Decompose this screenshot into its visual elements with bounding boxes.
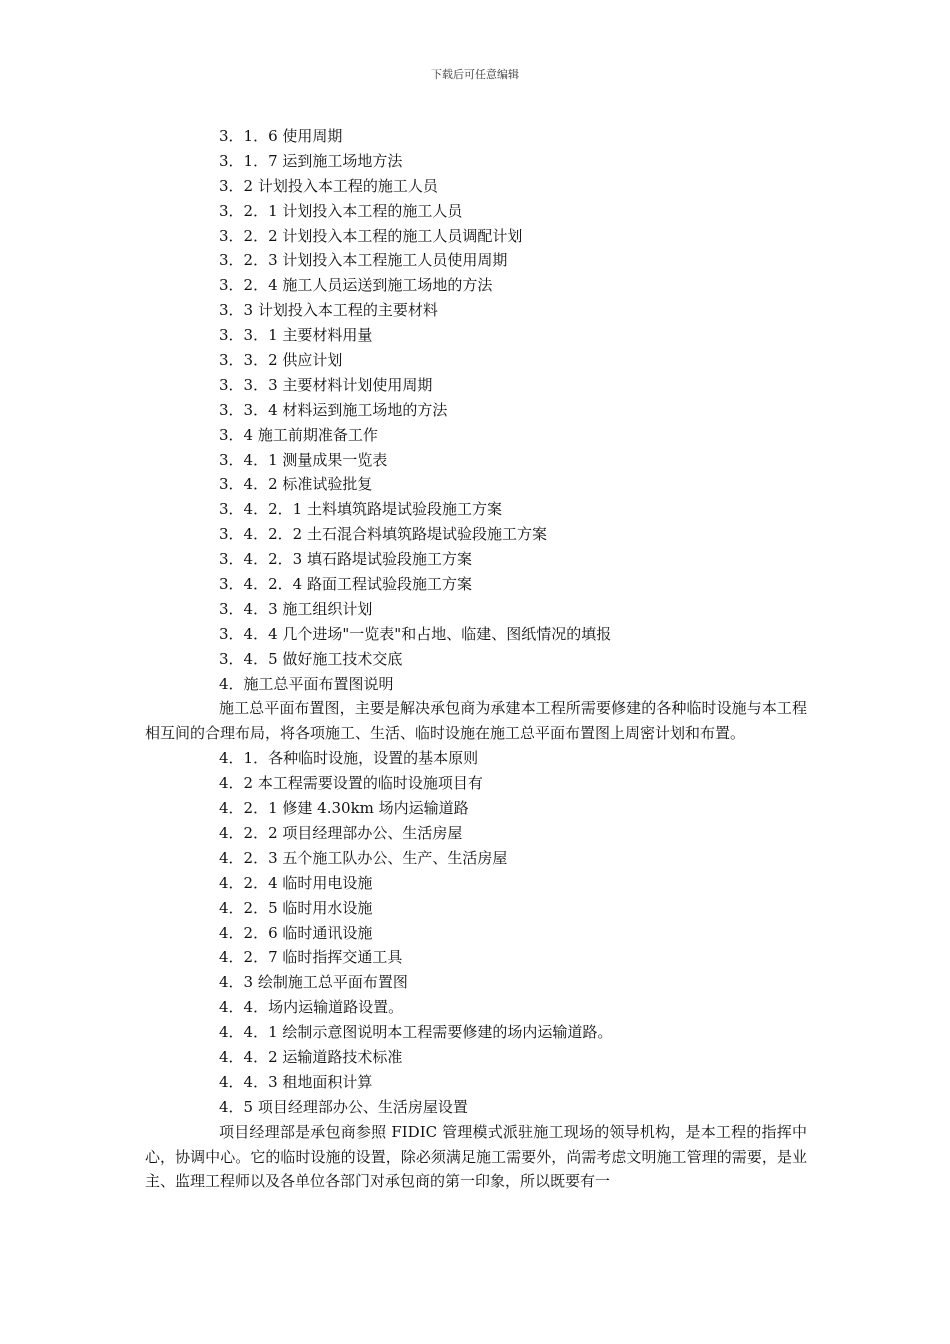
outline-list-section-4 <box>145 746 807 1119</box>
outline-line: 3．3．2 供应计划 <box>219 351 343 370</box>
outline-line: 4．2 本工程需要设置的临时设施项目有 <box>219 774 483 793</box>
outline-line: 4．2．2 项目经理部办公、生活房屋 <box>219 823 463 842</box>
outline-line: 4．2．6 临时通讯设施 <box>219 923 373 942</box>
outline-line: 3．4．5 做好施工技术交底 <box>219 649 403 668</box>
outline-line: 3．2 计划投入本工程的施工人员 <box>219 176 438 195</box>
outline-line: 3．2．3 计划投入本工程施工人员使用周期 <box>219 251 508 270</box>
paragraph-project-office: 项目经理部是承包商参照 FIDIC 管理模式派驻施工现场的领导机构，是本工程的指挥中心，协调中心。它的临时设施的设置，除必须满足施工需要外，尚需考虑文明施工管理的需要，是业主、监理工程师以及各单位各部门对承包商的第一印象，所以既要有一 <box>145 1122 807 1191</box>
outline-line: 3．2．1 计划投入本工程的施工人员 <box>219 201 463 220</box>
document-body <box>145 124 807 1194</box>
outline-line: 4．5 项目经理部办公、生活房屋设置 <box>219 1097 468 1116</box>
outline-line: 3．4．2．3 填石路堤试验段施工方案 <box>219 550 472 569</box>
outline-line: 3．4．2 标准试验批复 <box>219 475 373 494</box>
outline-line: 3．2．2 计划投入本工程的施工人员调配计划 <box>219 226 523 245</box>
outline-line: 3．4．2．4 路面工程试验段施工方案 <box>219 575 472 594</box>
outline-line: 4．2．7 临时指挥交通工具 <box>219 948 403 967</box>
outline-line: 3．1．6 使用周期 <box>219 127 343 145</box>
outline-line: 4．2．3 五个施工队办公、生产、生活房屋 <box>219 848 508 867</box>
outline-line: 3．4．2．2 土石混合料填筑路堤试验段施工方案 <box>219 525 547 544</box>
outline-line: 4．4．场内运输道路设置。 <box>219 998 404 1017</box>
outline-line: 4．1．各种临时设施，设置的基本原则 <box>219 749 479 768</box>
outline-line: 3．1．7 运到施工场地方法 <box>219 151 403 170</box>
page-header: 下载后可任意编辑 <box>431 68 519 81</box>
outline-line: 4．3 绘制施工总平面布置图 <box>219 973 408 992</box>
outline-line: 4．4．3 租地面积计算 <box>219 1072 373 1091</box>
outline-line: 4．4．1 绘制示意图说明本工程需要修建的场内运输道路。 <box>219 1023 613 1042</box>
outline-line: 3．4．3 施工组织计划 <box>219 599 373 618</box>
outline-line: 3．4．1 测量成果一览表 <box>219 450 388 469</box>
outline-line: 3．4 施工前期准备工作 <box>219 425 378 444</box>
outline-line: 4．2．1 修建 4.30km 场内运输道路 <box>219 799 469 818</box>
outline-line: 3．2．4 施工人员运送到施工场地的方法 <box>219 276 493 295</box>
outline-line: 3．3 计划投入本工程的主要材料 <box>219 301 438 320</box>
paragraph-layout-description: 施工总平面布置图，主要是解决承包商为承建本工程所需要修建的各种临时设施与本工程相互间的合理布局，将各项施工、生活、临时设施在施工总平面布置图上周密计划和布置。 <box>145 699 807 743</box>
outline-line: 3．3．1 主要材料用量 <box>219 326 373 345</box>
outline-line: 3．3．3 主要材料计划使用周期 <box>219 375 433 394</box>
outline-list-section-3 <box>145 124 807 696</box>
outline-line: 3．4．2．1 土料填筑路堤试验段施工方案 <box>219 500 502 519</box>
outline-line: 4．施工总平面布置图说明 <box>219 674 394 693</box>
outline-line: 4．2．5 临时用水设施 <box>219 898 373 917</box>
outline-line: 3．4．4 几个进场"一览表"和占地、临建、图纸情况的填报 <box>219 624 612 643</box>
outline-line: 4．4．2 运输道路技术标准 <box>219 1047 403 1066</box>
outline-line: 4．2．4 临时用电设施 <box>219 873 373 892</box>
outline-line: 3．3．4 材料运到施工场地的方法 <box>219 400 448 419</box>
